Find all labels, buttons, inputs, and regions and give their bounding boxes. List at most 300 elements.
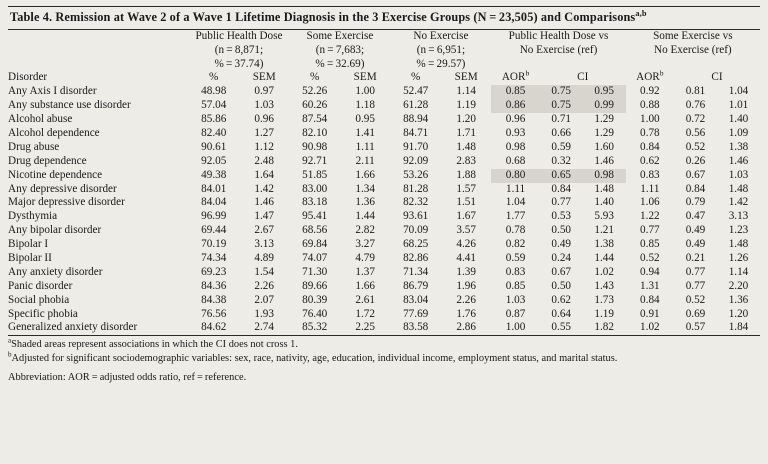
cell-value: 1.00 bbox=[505, 321, 526, 334]
cell-value: 85.32 bbox=[302, 321, 328, 334]
cell-value: 0.64 bbox=[551, 307, 571, 320]
cell-value: 0.98 bbox=[505, 140, 526, 153]
cell-value: 1.72 bbox=[355, 307, 375, 320]
cell-value: 82.10 bbox=[302, 126, 328, 139]
table-row bbox=[8, 99, 760, 113]
cell-value: 1.22 bbox=[640, 210, 660, 223]
cell-value: 1.03 bbox=[505, 293, 526, 306]
column-header-disorder: Disorder bbox=[8, 71, 48, 84]
group-header-phd-vs-line2: No Exercise (ref) bbox=[519, 43, 598, 56]
cell-value: 1.46 bbox=[594, 154, 614, 167]
group-header-none-line3: % = 29.57) bbox=[416, 57, 466, 70]
column-header-phd-aor-sup: b bbox=[525, 68, 530, 78]
table-row bbox=[8, 321, 760, 335]
cell-value: 49.38 bbox=[201, 168, 227, 181]
cell-value: 0.55 bbox=[551, 321, 571, 334]
cell-value: 1.00 bbox=[640, 113, 660, 126]
cell-value: 1.39 bbox=[456, 265, 476, 278]
cell-value: 1.11 bbox=[640, 182, 660, 195]
header-spacer-2 bbox=[8, 44, 188, 58]
cell-value: 1.42 bbox=[254, 182, 274, 195]
cell-value: 0.62 bbox=[640, 154, 660, 167]
cell-value: 0.52 bbox=[685, 140, 706, 153]
cell-value: 1.09 bbox=[728, 126, 749, 139]
cell-value: 0.85 bbox=[640, 238, 660, 251]
cell-value: 1.41 bbox=[355, 126, 375, 139]
table-row bbox=[8, 85, 760, 99]
group-header-some-line3: % = 32.69) bbox=[315, 57, 365, 70]
bottom-rule bbox=[8, 335, 760, 336]
cell-value: 0.88 bbox=[640, 99, 660, 112]
cell-value: 2.83 bbox=[456, 154, 476, 167]
cell-value: 0.67 bbox=[551, 265, 571, 278]
cell-value: 0.82 bbox=[505, 238, 526, 251]
cell-value: 1.03 bbox=[254, 99, 274, 112]
cell-value: 0.78 bbox=[505, 224, 526, 237]
cell-value: 2.48 bbox=[254, 154, 274, 167]
group-header-no-exercise: No Exercise bbox=[413, 29, 469, 42]
cell-value: 1.29 bbox=[594, 113, 614, 126]
cell-value: 0.95 bbox=[583, 85, 626, 99]
group-header-phd-vs-line3 bbox=[491, 58, 625, 72]
cell-value: 1.46 bbox=[728, 154, 749, 167]
table-row bbox=[8, 238, 760, 252]
cell-value: 0.80 bbox=[491, 169, 539, 183]
group-header-public-health-dose: Public Health Dose bbox=[195, 29, 283, 42]
cell-value: 84.38 bbox=[201, 293, 227, 306]
cell-value: 0.26 bbox=[685, 154, 706, 167]
cell-value: 0.62 bbox=[551, 293, 571, 306]
cell-value: 84.71 bbox=[403, 126, 429, 139]
cell-value: 1.37 bbox=[355, 265, 375, 278]
cell-value: 52.26 bbox=[302, 85, 328, 98]
cell-value: 74.34 bbox=[201, 251, 227, 264]
cell-value: 91.70 bbox=[403, 140, 429, 153]
footnotes-block bbox=[8, 338, 760, 384]
cell-value: 1.04 bbox=[728, 85, 749, 98]
cell-value: 80.39 bbox=[302, 293, 328, 306]
cell-value: 3.57 bbox=[456, 224, 476, 237]
table-row bbox=[8, 294, 760, 308]
column-header-some-aor-text: AOR bbox=[636, 71, 660, 84]
header-spacer bbox=[8, 30, 188, 44]
cell-value: 3.27 bbox=[355, 238, 375, 251]
cell-value: 0.49 bbox=[685, 224, 706, 237]
row-label: Nicotine dependence bbox=[8, 168, 103, 181]
cell-value: 0.91 bbox=[640, 307, 660, 320]
cell-value: 0.68 bbox=[505, 154, 526, 167]
abbreviation-note: Abbreviation: AOR = adjusted odds ratio, ref = reference. bbox=[8, 371, 247, 383]
cell-value: 83.04 bbox=[403, 293, 429, 306]
cell-value: 1.36 bbox=[355, 196, 375, 209]
cell-value: 0.77 bbox=[551, 196, 571, 209]
cell-value: 1.42 bbox=[728, 196, 749, 209]
cell-value: 4.41 bbox=[456, 251, 476, 264]
cell-value: 1.46 bbox=[254, 196, 274, 209]
cell-value: 0.66 bbox=[551, 126, 571, 139]
cell-value: 4.26 bbox=[456, 238, 476, 251]
cell-value: 93.61 bbox=[403, 210, 429, 223]
cell-value: 1.23 bbox=[728, 224, 749, 237]
cell-value: 1.96 bbox=[456, 279, 476, 292]
cell-value: 0.47 bbox=[685, 210, 706, 223]
row-label: Bipolar II bbox=[8, 251, 52, 264]
cell-value: 84.62 bbox=[201, 321, 227, 334]
cell-value: 1.31 bbox=[640, 279, 660, 292]
cell-value: 89.66 bbox=[302, 279, 328, 292]
cell-value: 68.25 bbox=[403, 238, 429, 251]
cell-value: 52.47 bbox=[403, 85, 429, 98]
cell-value: 74.07 bbox=[302, 251, 328, 264]
cell-value: 0.85 bbox=[491, 85, 539, 99]
cell-value: 1.77 bbox=[505, 210, 526, 223]
cell-value: 1.21 bbox=[594, 224, 614, 237]
cell-value: 82.32 bbox=[403, 196, 429, 209]
cell-value: 1.03 bbox=[728, 168, 749, 181]
cell-value: 0.50 bbox=[551, 279, 571, 292]
cell-value: 0.94 bbox=[640, 265, 660, 278]
cell-value: 0.59 bbox=[505, 251, 526, 264]
cell-value: 1.66 bbox=[355, 279, 375, 292]
cell-value: 3.13 bbox=[254, 238, 274, 251]
cell-value: 0.84 bbox=[685, 182, 706, 195]
cell-value: 1.67 bbox=[456, 210, 476, 223]
header-column-row bbox=[8, 71, 760, 85]
top-rule bbox=[8, 6, 760, 7]
cell-value: 0.32 bbox=[551, 154, 571, 167]
cell-value: 1.02 bbox=[594, 265, 614, 278]
column-header-phd-aor-text: AOR bbox=[501, 71, 526, 84]
column-header-phd-aor bbox=[491, 68, 539, 85]
cell-value: 1.60 bbox=[594, 140, 614, 153]
cell-value: 1.06 bbox=[640, 196, 660, 209]
cell-value: 1.38 bbox=[594, 238, 614, 251]
cell-value: 0.98 bbox=[583, 169, 626, 183]
group-header-none-line2: (n = 6,951; bbox=[416, 43, 466, 56]
cell-value: 83.00 bbox=[302, 182, 328, 195]
row-label: Panic disorder bbox=[8, 279, 73, 292]
cell-value: 1.43 bbox=[594, 279, 614, 292]
cell-value: 1.01 bbox=[728, 99, 749, 112]
group-header-some-line2: (n = 7,683; bbox=[315, 43, 365, 56]
cell-value: 0.59 bbox=[551, 140, 571, 153]
footnote-b bbox=[8, 352, 760, 366]
cell-value: 1.48 bbox=[728, 238, 749, 251]
row-label: Any bipolar disorder bbox=[8, 224, 102, 237]
cell-value: 0.79 bbox=[685, 196, 706, 209]
cell-value: 1.82 bbox=[594, 321, 614, 334]
cell-value: 0.69 bbox=[685, 307, 706, 320]
table-row bbox=[8, 169, 760, 183]
cell-value: 2.26 bbox=[254, 279, 274, 292]
cell-value: 1.44 bbox=[355, 210, 375, 223]
cell-value: 0.77 bbox=[640, 224, 660, 237]
cell-value: 96.99 bbox=[201, 210, 227, 223]
header-group-row-2 bbox=[8, 44, 760, 58]
cell-value: 60.26 bbox=[302, 99, 328, 112]
group-header-phd-line3: % = 37.74) bbox=[214, 57, 264, 70]
cell-value: 0.50 bbox=[551, 224, 571, 237]
column-header-phd-ci: CI bbox=[577, 71, 589, 84]
cell-value: 0.49 bbox=[551, 238, 571, 251]
table-header bbox=[8, 30, 760, 86]
cell-value: 69.44 bbox=[201, 224, 227, 237]
column-header-some-aor-sup: b bbox=[659, 68, 664, 78]
table-row bbox=[8, 280, 760, 294]
cell-value: 1.11 bbox=[505, 182, 526, 195]
cell-value: 2.74 bbox=[254, 321, 274, 334]
group-header-phd-vs-no-exercise: Public Health Dose vs bbox=[508, 29, 609, 42]
cell-value: 1.44 bbox=[594, 251, 614, 264]
cell-value: 1.36 bbox=[728, 293, 749, 306]
table-row bbox=[8, 183, 760, 197]
cell-value: 1.84 bbox=[728, 321, 749, 334]
table-row bbox=[8, 113, 760, 127]
column-header-some-sem: SEM bbox=[353, 71, 377, 84]
cell-value: 0.21 bbox=[685, 251, 706, 264]
cell-value: 69.23 bbox=[201, 265, 227, 278]
table-body bbox=[8, 85, 760, 335]
footnote-a-text: Shaded areas represent associations in which the CI does not cross 1. bbox=[11, 339, 298, 351]
cell-value: 48.98 bbox=[201, 85, 227, 98]
cell-value: 71.34 bbox=[403, 265, 429, 278]
cell-value: 4.89 bbox=[254, 251, 274, 264]
cell-value: 2.25 bbox=[355, 321, 375, 334]
cell-value: 3.13 bbox=[728, 210, 749, 223]
column-header-phd-pct: % bbox=[209, 71, 219, 84]
row-label: Generalized anxiety disorder bbox=[8, 321, 138, 334]
footnote-b-marker: b bbox=[8, 350, 12, 359]
cell-value: 2.07 bbox=[254, 293, 274, 306]
cell-value: 1.48 bbox=[594, 182, 614, 195]
table-row bbox=[8, 141, 760, 155]
cell-value: 0.71 bbox=[551, 113, 571, 126]
cell-value: 1.26 bbox=[728, 251, 749, 264]
cell-value: 88.94 bbox=[403, 113, 429, 126]
cell-value: 0.93 bbox=[505, 126, 526, 139]
table-row bbox=[8, 127, 760, 141]
cell-value: 0.78 bbox=[640, 126, 660, 139]
cell-value: 1.48 bbox=[728, 182, 749, 195]
cell-value: 1.40 bbox=[728, 113, 749, 126]
header-group-row-3 bbox=[8, 58, 760, 72]
row-label: Specific phobia bbox=[8, 307, 78, 320]
cell-value: 1.27 bbox=[254, 126, 274, 139]
table-row bbox=[8, 210, 760, 224]
cell-value: 1.20 bbox=[456, 113, 476, 126]
group-header-some-vs-no-exercise: Some Exercise vs bbox=[653, 29, 733, 42]
group-header-some-vs-line2: No Exercise (ref) bbox=[654, 43, 732, 56]
group-header-some-vs-line3 bbox=[626, 58, 760, 72]
cell-value: 0.56 bbox=[685, 126, 706, 139]
cell-value: 1.76 bbox=[456, 307, 476, 320]
header-group-row-1 bbox=[8, 30, 760, 44]
cell-value: 90.61 bbox=[201, 140, 227, 153]
row-label: Social phobia bbox=[8, 293, 70, 306]
cell-value: 1.57 bbox=[456, 182, 476, 195]
cell-value: 0.86 bbox=[491, 99, 539, 113]
footnote-gap bbox=[8, 366, 760, 370]
cell-value: 0.77 bbox=[685, 279, 706, 292]
table-title-superscript: a,b bbox=[635, 8, 647, 18]
column-header-phd-sem: SEM bbox=[252, 71, 276, 84]
cell-value: 1.14 bbox=[728, 265, 749, 278]
cell-value: 2.86 bbox=[456, 321, 476, 334]
cell-value: 1.38 bbox=[728, 140, 749, 153]
cell-value: 1.11 bbox=[355, 140, 375, 153]
column-header-some-ci: CI bbox=[711, 71, 723, 84]
cell-value: 1.73 bbox=[594, 293, 614, 306]
cell-value: 76.56 bbox=[201, 307, 227, 320]
cell-value: 4.79 bbox=[355, 251, 375, 264]
cell-value: 53.26 bbox=[403, 168, 429, 181]
footnote-b-text: Adjusted for significant sociodemographic variables: sex, race, nativity, age, education, individual income, employment status, and marital status. bbox=[11, 353, 618, 365]
cell-value: 0.57 bbox=[685, 321, 706, 334]
cell-value: 0.96 bbox=[254, 113, 274, 126]
cell-value: 0.84 bbox=[551, 182, 571, 195]
cell-value: 0.75 bbox=[540, 99, 583, 113]
cell-value: 84.01 bbox=[201, 182, 227, 195]
cell-value: 71.30 bbox=[302, 265, 328, 278]
cell-value: 2.67 bbox=[254, 224, 274, 237]
cell-value: 2.82 bbox=[355, 224, 375, 237]
cell-value: 2.11 bbox=[355, 154, 375, 167]
cell-value: 92.09 bbox=[403, 154, 429, 167]
cell-value: 1.02 bbox=[640, 321, 660, 334]
cell-value: 1.54 bbox=[254, 265, 274, 278]
cell-value: 1.00 bbox=[355, 85, 375, 98]
column-header-none-pct: % bbox=[411, 71, 421, 84]
cell-value: 81.28 bbox=[403, 182, 429, 195]
row-label: Alcohol abuse bbox=[8, 113, 73, 126]
cell-value: 1.20 bbox=[728, 307, 749, 320]
cell-value: 82.40 bbox=[201, 126, 227, 139]
cell-value: 2.26 bbox=[456, 293, 476, 306]
results-table bbox=[8, 30, 760, 336]
cell-value: 1.14 bbox=[456, 85, 476, 98]
cell-value: 0.52 bbox=[640, 251, 660, 264]
cell-value: 0.65 bbox=[540, 169, 583, 183]
cell-value: 1.93 bbox=[254, 307, 274, 320]
row-label: Any Axis I disorder bbox=[8, 85, 97, 98]
cell-value: 95.41 bbox=[302, 210, 328, 223]
group-header-some-exercise: Some Exercise bbox=[306, 29, 374, 42]
cell-value: 0.83 bbox=[505, 265, 526, 278]
cell-value: 0.85 bbox=[505, 279, 526, 292]
row-label: Drug dependence bbox=[8, 154, 87, 167]
cell-value: 0.77 bbox=[685, 265, 706, 278]
row-label: Any depressive disorder bbox=[8, 182, 117, 195]
table-row bbox=[8, 308, 760, 322]
cell-value: 82.86 bbox=[403, 251, 429, 264]
table-title bbox=[10, 10, 760, 26]
cell-value: 1.19 bbox=[594, 307, 614, 320]
cell-value: 0.87 bbox=[505, 307, 526, 320]
cell-value: 57.04 bbox=[201, 99, 227, 112]
cell-value: 1.04 bbox=[505, 196, 526, 209]
cell-value: 1.48 bbox=[456, 140, 476, 153]
footnote-a-marker: a bbox=[8, 336, 12, 345]
cell-value: 0.76 bbox=[685, 99, 706, 112]
row-label: Any substance use disorder bbox=[8, 99, 131, 112]
cell-value: 0.49 bbox=[685, 238, 706, 251]
cell-value: 0.53 bbox=[551, 210, 571, 223]
cell-value: 83.18 bbox=[302, 196, 328, 209]
cell-value: 85.86 bbox=[201, 113, 227, 126]
cell-value: 0.67 bbox=[685, 168, 706, 181]
cell-value: 84.04 bbox=[201, 196, 227, 209]
cell-value: 0.92 bbox=[640, 85, 660, 98]
cell-value: 70.19 bbox=[201, 238, 227, 251]
cell-value: 0.81 bbox=[685, 85, 706, 98]
row-label: Alcohol dependence bbox=[8, 126, 100, 139]
table-row bbox=[8, 252, 760, 266]
row-label: Drug abuse bbox=[8, 140, 60, 153]
cell-value: 0.24 bbox=[551, 251, 571, 264]
cell-value: 51.85 bbox=[302, 168, 328, 181]
cell-value: 1.12 bbox=[254, 140, 274, 153]
table-row bbox=[8, 196, 760, 210]
cell-value: 0.96 bbox=[505, 113, 526, 126]
cell-value: 1.88 bbox=[456, 168, 476, 181]
cell-value: 1.29 bbox=[594, 126, 614, 139]
cell-value: 2.20 bbox=[728, 279, 749, 292]
cell-value: 1.66 bbox=[355, 168, 375, 181]
table-row bbox=[8, 224, 760, 238]
cell-value: 68.56 bbox=[302, 224, 328, 237]
cell-value: 0.97 bbox=[254, 85, 274, 98]
cell-value: 76.40 bbox=[302, 307, 328, 320]
cell-value: 2.61 bbox=[355, 293, 375, 306]
cell-value: 83.58 bbox=[403, 321, 429, 334]
cell-value: 1.34 bbox=[355, 182, 375, 195]
cell-value: 1.18 bbox=[355, 99, 375, 112]
cell-value: 87.54 bbox=[302, 113, 328, 126]
cell-value: 0.84 bbox=[640, 140, 660, 153]
cell-value: 1.64 bbox=[254, 168, 274, 181]
column-header-some-aor bbox=[626, 68, 674, 85]
table-row bbox=[8, 266, 760, 280]
cell-value: 86.79 bbox=[403, 279, 429, 292]
cell-value: 1.71 bbox=[456, 126, 476, 139]
cell-value: 70.09 bbox=[403, 224, 429, 237]
cell-value: 0.75 bbox=[540, 85, 583, 99]
row-label: Bipolar I bbox=[8, 238, 49, 251]
cell-value: 5.93 bbox=[594, 210, 614, 223]
cell-value: 0.72 bbox=[685, 113, 706, 126]
cell-value: 61.28 bbox=[403, 99, 429, 112]
cell-value: 1.47 bbox=[254, 210, 274, 223]
table-title-text: Table 4. Remission at Wave 2 of a Wave 1 Lifetime Diagnosis in the 3 Exercise Groups (N = 23,505) and Comparisons bbox=[10, 10, 636, 24]
cell-value: 1.40 bbox=[594, 196, 614, 209]
cell-value: 77.69 bbox=[403, 307, 429, 320]
cell-value: 92.05 bbox=[201, 154, 227, 167]
cell-value: 0.84 bbox=[640, 293, 660, 306]
table-row bbox=[8, 155, 760, 169]
cell-value: 90.98 bbox=[302, 140, 328, 153]
cell-value: 84.36 bbox=[201, 279, 227, 292]
footnote-a bbox=[8, 338, 760, 352]
cell-value: 0.99 bbox=[583, 99, 626, 113]
cell-value: 1.19 bbox=[456, 99, 476, 112]
header-spacer-3 bbox=[8, 58, 188, 72]
cell-value: 0.95 bbox=[355, 113, 375, 126]
group-header-phd-line2: (n = 8,871; bbox=[214, 43, 264, 56]
column-header-some-pct: % bbox=[310, 71, 320, 84]
column-header-none-sem: SEM bbox=[454, 71, 478, 84]
cell-value: 0.52 bbox=[685, 293, 706, 306]
row-label: Any anxiety disorder bbox=[8, 265, 103, 278]
